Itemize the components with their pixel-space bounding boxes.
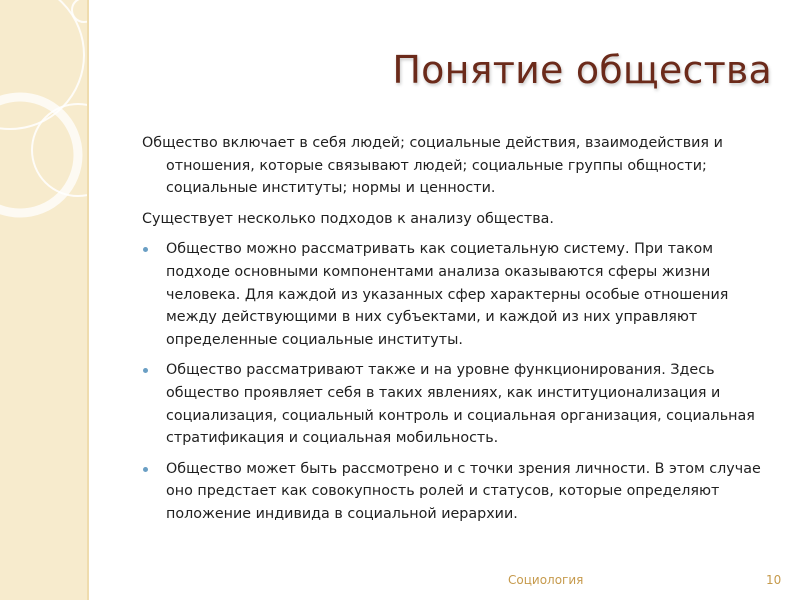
- bullet-dot-icon: [143, 247, 148, 252]
- side-decoration-panel: [0, 0, 87, 600]
- bullet-item: [142, 238, 768, 351]
- decorative-circles: [0, 0, 87, 600]
- bullet-text: Общество может быть рассмотрено и с точки зрения личности. В этом случае оно предстает как совокупность ролей и статусов, которые определяют положение индивида в социальной иерархии.: [166, 460, 761, 522]
- footer-label: Социология: [508, 573, 584, 587]
- bullet-dot-icon: [143, 467, 148, 472]
- bullet-dot-icon: [143, 368, 148, 373]
- side-divider: [87, 0, 89, 600]
- bullet-text: Общество рассматривают также и на уровне функционирования. Здесь общество проявляет себя в таких явлениях, как институционализация и социализация, социальный контроль и социальная организация, социальная стратификация и социальная мобильность.: [166, 362, 755, 447]
- page-number: 10: [766, 573, 782, 587]
- slide-body: [142, 132, 768, 534]
- paragraph-definition: Общество включает в себя людей; социальные действия, взаимодействия и отношения, которые связывают людей; социальные группы общности; социальные институты; нормы и ценности.: [142, 135, 723, 197]
- bullet-text: Общество можно рассматривать как социетальную систему. При таком подходе основными компонентами анализа оказываются сферы жизни человека. Для каждой из указанных сфер характерны особые отношения между действующими в них субъектами, и каждой из них управляют определенные социальные институты.: [166, 241, 729, 348]
- bullet-item: [142, 359, 768, 449]
- paragraph-approaches: Существует несколько подходов к анализу общества.: [142, 210, 554, 227]
- bullet-item: [142, 458, 768, 526]
- slide-title: Понятие общества: [392, 48, 772, 92]
